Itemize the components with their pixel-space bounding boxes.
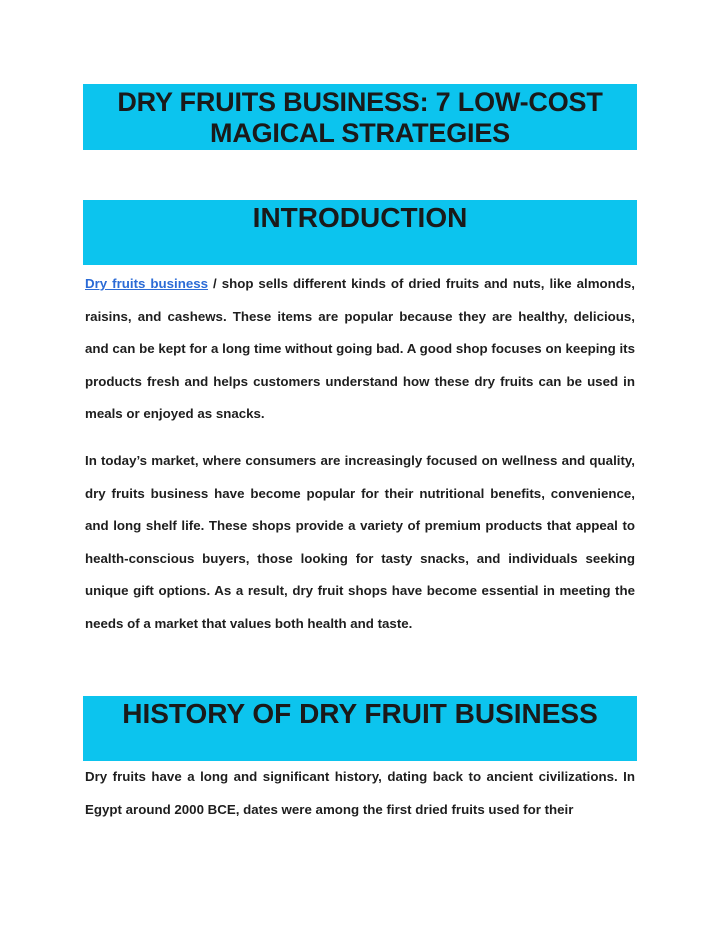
introduction-heading: INTRODUCTION: [252, 202, 468, 233]
title-banner: [83, 84, 637, 150]
introduction-paragraph-1-text: / shop sells different kinds of dried fruits and nuts, like almonds, raisins, and cashews. These items are popular because they are healthy, delicious, and can be kept for a long time without going bad. A good shop focuses on keeping its products fresh and helps customers understand how these dry fruits can be used in meals or enjoyed as snacks.: [85, 276, 636, 421]
introduction-banner: [83, 200, 637, 265]
history-banner: [83, 696, 637, 761]
page-title: [83, 84, 637, 149]
dry-fruits-business-link[interactable]: Dry fruits business: [85, 276, 209, 291]
introduction-paragraph-1: [85, 268, 635, 431]
page-title-line-2: MAGICAL STRATEGIES: [210, 118, 510, 148]
page-title-line-1: DRY FRUITS BUSINESS: 7 LOW-COST: [117, 87, 603, 117]
history-paragraph-1: Dry fruits have a long and significant history, dating back to ancient civilizations. In Egypt around 2000 BCE, dates were among the first dried fruits used for their: [85, 769, 635, 817]
history-heading: HISTORY OF DRY FRUIT BUSINESS: [122, 698, 598, 729]
introduction-paragraph-2: In today’s market, where consumers are increasingly focused on wellness and quality, dry fruits business have become popular for their nutritional benefits, convenience, and long shelf life. These shops provide a variety of premium products that appeal to health-conscious buyers, those looking for tasty snacks, and individuals seeking unique gift options. As a result, dry fruit shops have become essential in meeting the needs of a market that values both health and taste.: [85, 453, 635, 631]
